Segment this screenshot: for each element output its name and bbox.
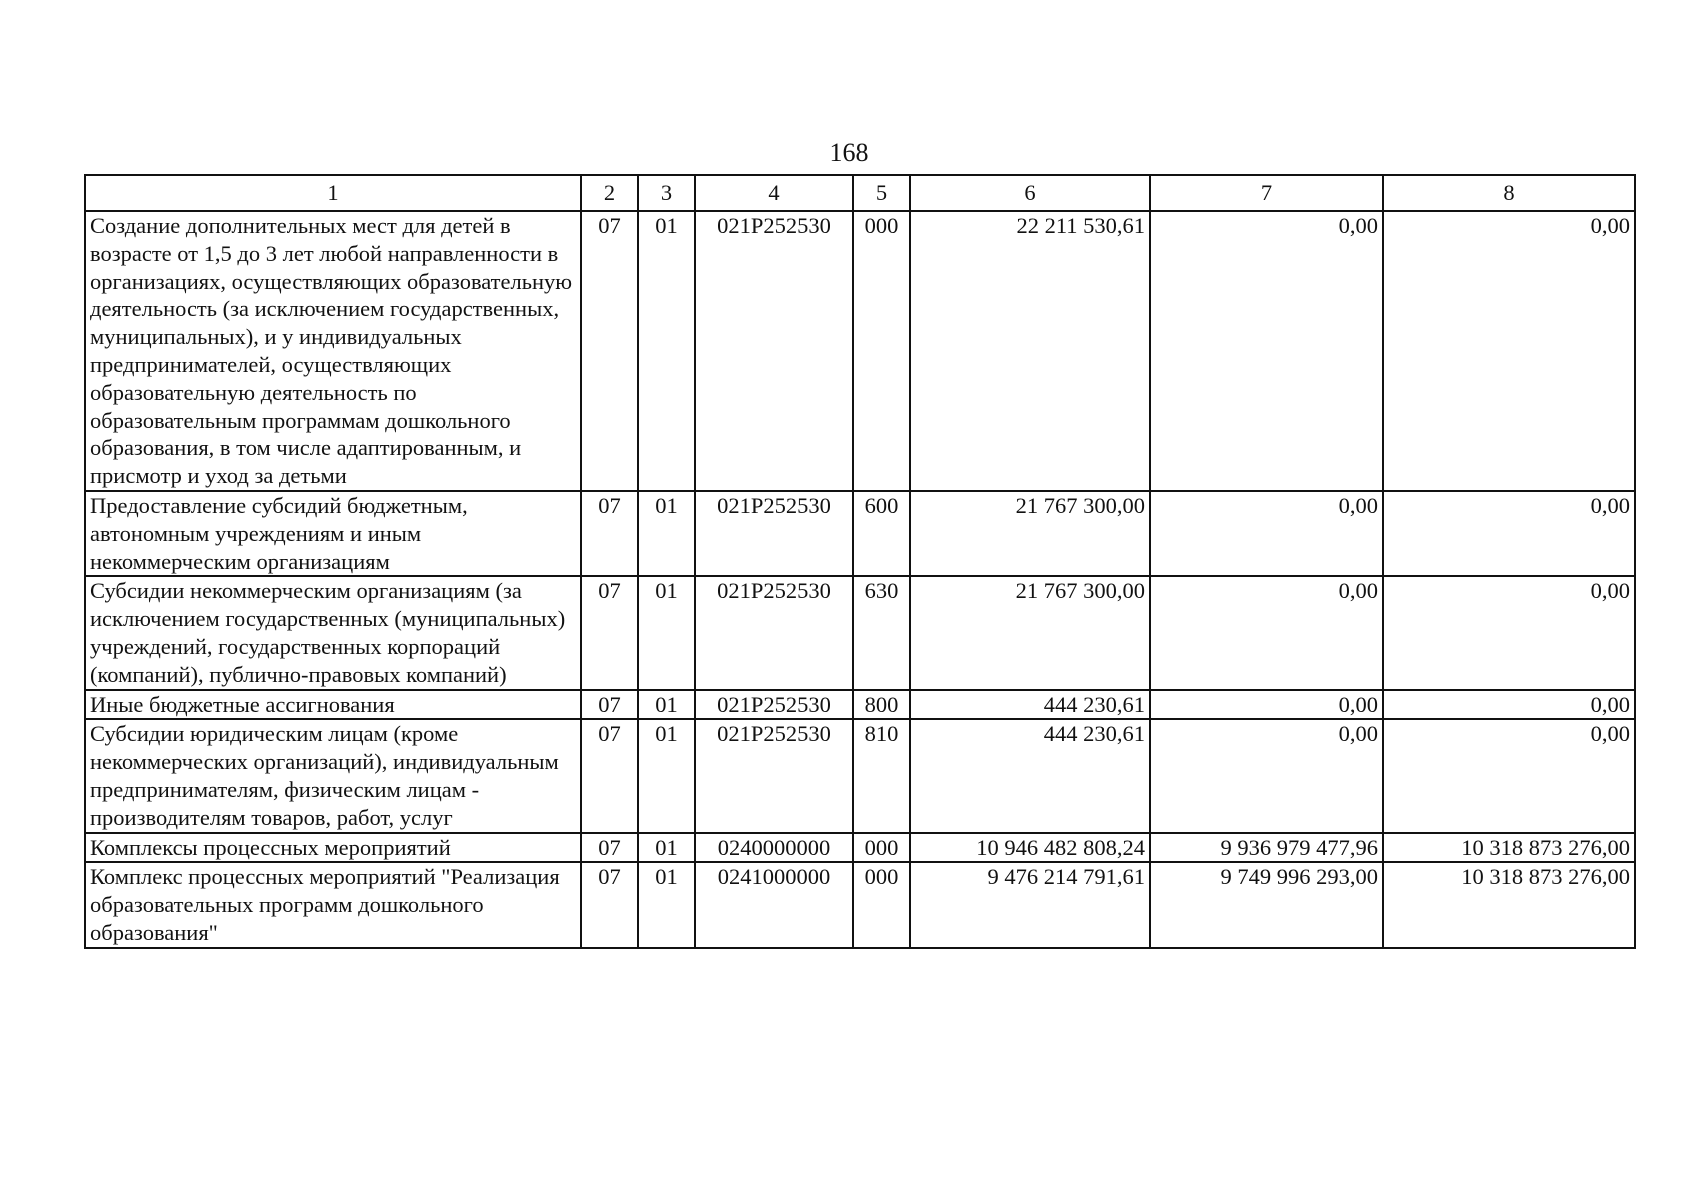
row-section: 07 <box>581 576 638 689</box>
row-target-article: 021P252530 <box>695 576 853 689</box>
row-section: 07 <box>581 211 638 491</box>
row-amount-col7: 9 749 996 293,00 <box>1150 862 1383 947</box>
header-col-4: 4 <box>695 175 853 211</box>
table-row <box>85 690 1635 720</box>
row-name: Иные бюджетные ассигнования <box>85 690 581 720</box>
row-name: Комплексы процессных мероприятий <box>85 833 581 863</box>
row-expense-type: 810 <box>853 719 910 832</box>
row-amount-col8: 0,00 <box>1383 491 1635 576</box>
row-section: 07 <box>581 862 638 947</box>
row-expense-type: 800 <box>853 690 910 720</box>
header-col-2: 2 <box>581 175 638 211</box>
row-subsection: 01 <box>638 690 695 720</box>
row-amount-col7: 0,00 <box>1150 491 1383 576</box>
row-subsection: 01 <box>638 833 695 863</box>
header-row <box>85 175 1635 211</box>
header-col-6: 6 <box>910 175 1150 211</box>
row-amount-col6: 21 767 300,00 <box>910 576 1150 689</box>
table-row <box>85 862 1635 947</box>
row-expense-type: 600 <box>853 491 910 576</box>
row-amount-col7: 0,00 <box>1150 690 1383 720</box>
row-name: Предоставление субсидий бюджетным, автономным учреждениям и иным некоммерческим организациям <box>85 491 581 576</box>
row-amount-col6: 21 767 300,00 <box>910 491 1150 576</box>
row-amount-col6: 10 946 482 808,24 <box>910 833 1150 863</box>
row-name: Субсидии некоммерческим организациям (за исключением государственных (муниципальных) учреждений, государственных корпораций (компаний), публично-правовых компаний) <box>85 576 581 689</box>
row-subsection: 01 <box>638 719 695 832</box>
row-name: Комплекс процессных мероприятий "Реализация образовательных программ дошкольного образования" <box>85 862 581 947</box>
row-section: 07 <box>581 719 638 832</box>
row-target-article: 021P252530 <box>695 491 853 576</box>
table-row <box>85 833 1635 863</box>
row-expense-type: 630 <box>853 576 910 689</box>
header-col-1: 1 <box>85 175 581 211</box>
row-amount-col7: 0,00 <box>1150 211 1383 491</box>
row-amount-col7: 0,00 <box>1150 576 1383 689</box>
header-col-5: 5 <box>853 175 910 211</box>
header-col-7: 7 <box>1150 175 1383 211</box>
page-number-text: 168 <box>829 138 869 167</box>
row-amount-col8: 10 318 873 276,00 <box>1383 862 1635 947</box>
table-row <box>85 576 1635 689</box>
row-amount-col8: 0,00 <box>1383 576 1635 689</box>
table-row <box>85 491 1635 576</box>
table-row <box>85 719 1635 832</box>
header-col-8: 8 <box>1383 175 1635 211</box>
row-expense-type: 000 <box>853 211 910 491</box>
row-target-article: 021P252530 <box>695 690 853 720</box>
row-amount-col6: 22 211 530,61 <box>910 211 1150 491</box>
row-subsection: 01 <box>638 491 695 576</box>
row-amount-col8: 0,00 <box>1383 719 1635 832</box>
table-row <box>85 211 1635 491</box>
row-amount-col6: 444 230,61 <box>910 719 1150 832</box>
row-name: Субсидии юридическим лицам (кроме некоммерческих организаций), индивидуальным предпринимателям, физическим лицам - производителям товаров, работ, услуг <box>85 719 581 832</box>
row-target-article: 021P252530 <box>695 211 853 491</box>
row-amount-col8: 10 318 873 276,00 <box>1383 833 1635 863</box>
row-subsection: 01 <box>638 211 695 491</box>
row-section: 07 <box>581 833 638 863</box>
row-amount-col8: 0,00 <box>1383 211 1635 491</box>
budget-table <box>84 174 1636 949</box>
page-number <box>0 138 1698 168</box>
row-subsection: 01 <box>638 862 695 947</box>
row-name: Создание дополнительных мест для детей в возрасте от 1,5 до 3 лет любой направленности в организациях, осуществляющих образовательную деятельность (за исключением государственных, муниципальных), и у индивидуальных предпринимателей, осуществляющих образовательную деятельность по образовательным программам дошкольного образования, в том числе адаптированным, и присмотр и уход за детьми <box>85 211 581 491</box>
row-amount-col7: 0,00 <box>1150 719 1383 832</box>
row-amount-col7: 9 936 979 477,96 <box>1150 833 1383 863</box>
row-section: 07 <box>581 690 638 720</box>
row-amount-col6: 9 476 214 791,61 <box>910 862 1150 947</box>
header-col-3: 3 <box>638 175 695 211</box>
row-amount-col6: 444 230,61 <box>910 690 1150 720</box>
row-amount-col8: 0,00 <box>1383 690 1635 720</box>
row-target-article: 0241000000 <box>695 862 853 947</box>
row-subsection: 01 <box>638 576 695 689</box>
row-expense-type: 000 <box>853 862 910 947</box>
row-expense-type: 000 <box>853 833 910 863</box>
row-section: 07 <box>581 491 638 576</box>
row-target-article: 0240000000 <box>695 833 853 863</box>
row-target-article: 021P252530 <box>695 719 853 832</box>
